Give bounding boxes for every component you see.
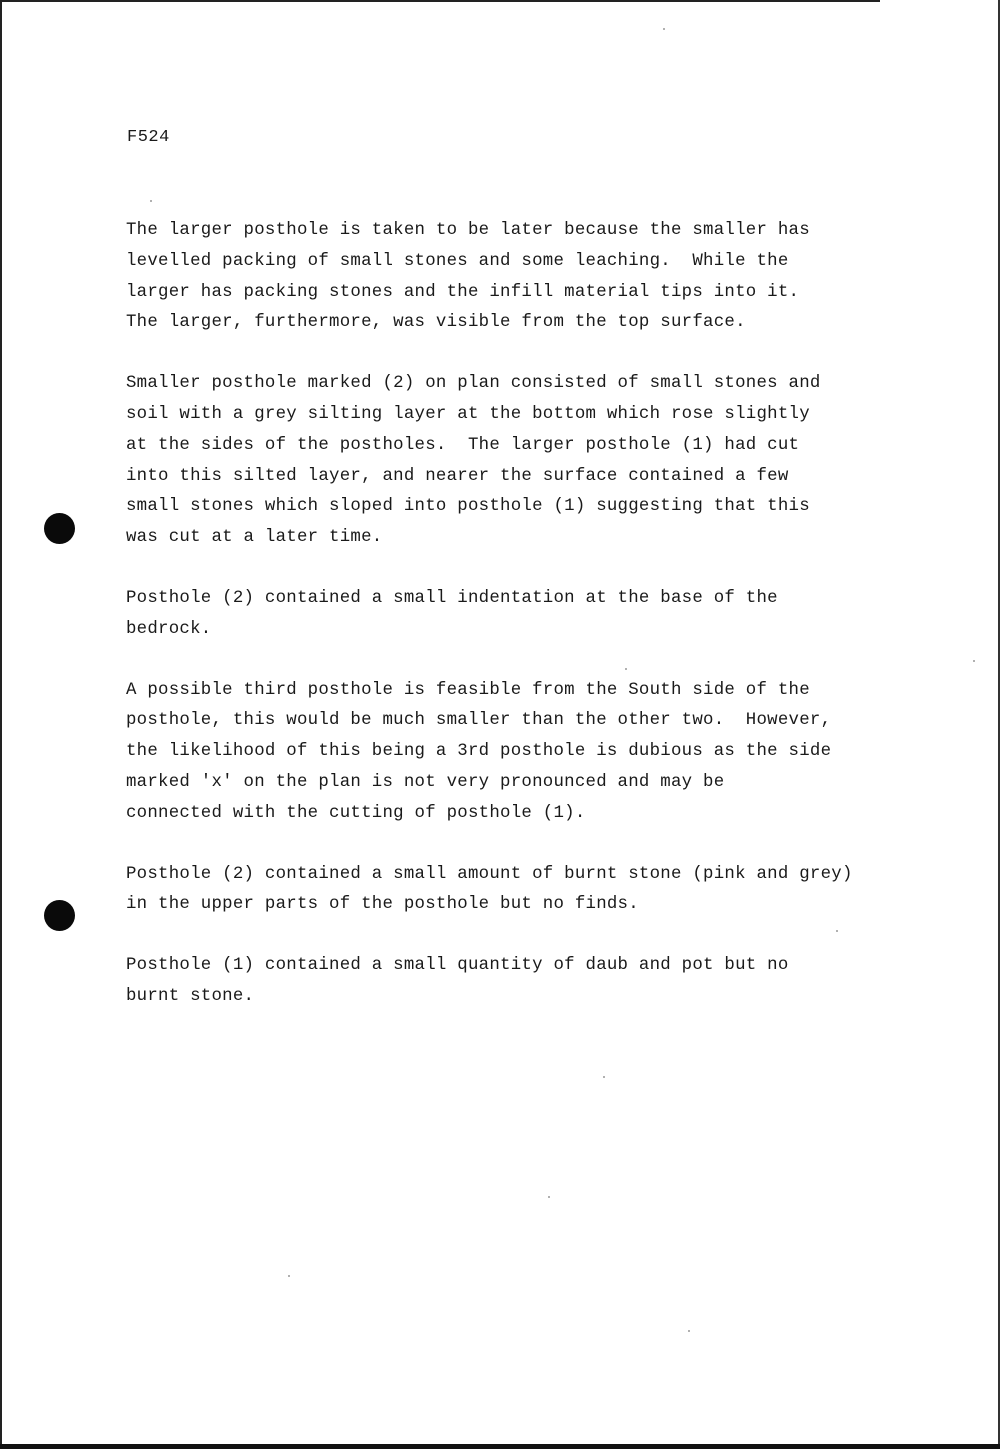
scan-speck: [548, 1196, 550, 1198]
scan-edge-left: [0, 0, 2, 1449]
punch-hole-lower: [44, 900, 75, 931]
paragraph-third-posthole: A possible third posthole is feasible from the South side of the posthole, this would be much smaller than the other two. However, the likelihood of this being a 3rd posthole is dubious as the side marked 'x' on the plan is not very pronounced and may be connected with the cutting of posthole (1).: [126, 680, 832, 823]
document-body: [126, 216, 986, 1043]
scan-speck: [973, 660, 975, 662]
scan-speck: [688, 1330, 690, 1332]
scan-edge-top: [0, 0, 880, 2]
scan-speck: [150, 200, 152, 202]
paragraph-stratigraphy: The larger posthole is taken to be later because the smaller has levelled packing of small stones and some leaching. While the larger has packing stones and the infill material tips into it. The larger, furthermore, was visible from the top surface.: [126, 221, 810, 333]
feature-id-heading: F524: [127, 128, 170, 147]
paragraph-indentation: Posthole (2) contained a small indentation at the base of the bedrock.: [126, 588, 778, 639]
scan-speck: [625, 668, 627, 670]
scan-speck: [836, 930, 838, 932]
paragraph-burnt-stone: Posthole (2) contained a small amount of burnt stone (pink and grey) in the upper parts of the posthole but no finds.: [126, 864, 853, 915]
scan-speck: [603, 1076, 605, 1078]
paragraph-daub-and-pot: Posthole (1) contained a small quantity of daub and pot but no burnt stone.: [126, 956, 789, 1006]
scan-speck: [663, 28, 665, 30]
punch-hole-upper: [44, 513, 75, 544]
scan-edge-bottom: [0, 1444, 1000, 1449]
scan-speck: [288, 1275, 290, 1277]
paragraph-smaller-posthole: Smaller posthole marked (2) on plan consisted of small stones and soil with a grey silting layer at the bottom which rose slightly at the sides of the postholes. The larger posthole (1) had cut into this silted layer, and nearer the surface contained a few small stones which sloped into posthole (1) suggesting that this was cut at a later time.: [126, 374, 821, 548]
